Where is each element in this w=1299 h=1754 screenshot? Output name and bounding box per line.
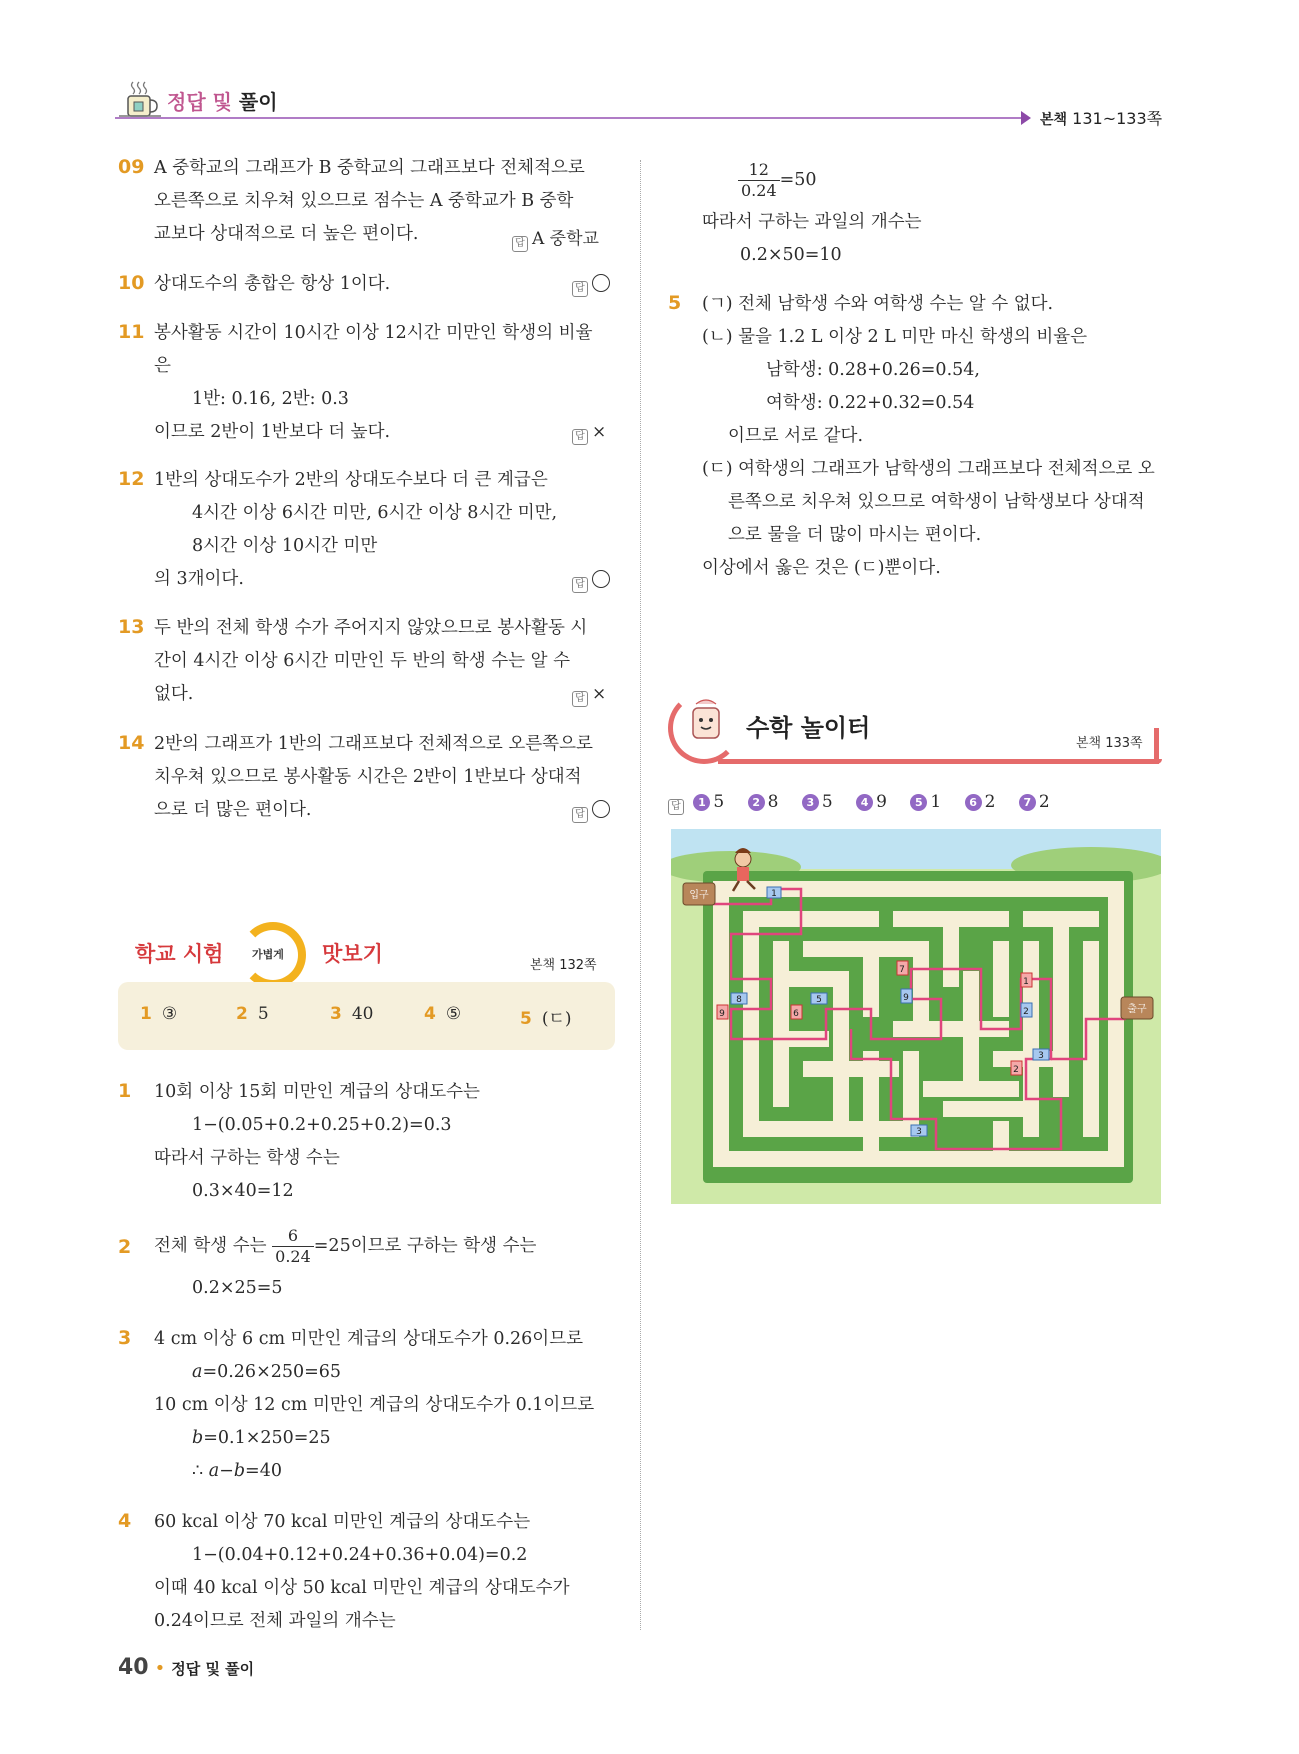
text-line: 1−(0.04+0.12+0.24+0.36+0.04)=0.2 <box>192 1545 528 1565</box>
page-header <box>115 78 1165 128</box>
svg-text:2: 2 <box>1023 1007 1029 1017</box>
text-line: 른쪽으로 치우쳐 있으므로 여학생이 남학생보다 상대적 <box>728 492 1145 512</box>
answer-value <box>592 570 610 590</box>
answer <box>512 224 599 252</box>
variable: b <box>192 1428 204 1448</box>
maze-answer-val: 1 <box>930 792 942 812</box>
text-line: 이상에서 옳은 것은 (ㄷ)뿐이다. <box>702 558 941 578</box>
text-line: 의 3개이다. <box>154 569 244 589</box>
maze-answer-val: 8 <box>767 792 779 812</box>
text-line: 1−(0.05+0.2+0.25+0.2)=0.3 <box>192 1115 452 1135</box>
cup-icon <box>119 78 161 120</box>
maze-answer-val: 5 <box>713 792 725 812</box>
text-line <box>154 1222 536 1270</box>
solution-number: 2 <box>118 1236 132 1258</box>
page-title <box>167 86 278 115</box>
answer-icon: 답 <box>572 281 588 297</box>
maze-answer <box>748 792 779 812</box>
maze-answer-key: 3 <box>802 794 819 811</box>
exam-answer-val: (ㄷ) <box>541 1009 572 1029</box>
text-line: 교보다 상대적으로 더 높은 편이다. <box>154 224 419 244</box>
text-line: A 중학교의 그래프가 B 중학교의 그래프보다 전체적으로 <box>154 158 585 178</box>
page-reference <box>1040 106 1162 129</box>
footer-bullet: • <box>154 1658 166 1679</box>
exam-answer-num: 2 <box>236 1004 248 1024</box>
maze-answer <box>693 792 724 812</box>
exam-subtitle: 맛보기 <box>322 942 383 966</box>
text-line: 0.3×40=12 <box>192 1181 294 1201</box>
maze-answer-key: 6 <box>965 794 982 811</box>
text-line: 봉사활동 시간이 10시간 이상 12시간 미만인 학생의 비율 <box>154 323 593 343</box>
answer-value: × <box>592 684 607 704</box>
text-line: 오른쪽으로 치우쳐 있으므로 점수는 A 중학교가 B 중학 <box>154 191 574 211</box>
maze-answer-val: 2 <box>984 792 996 812</box>
fraction <box>738 160 780 201</box>
text-fragment: 전체 학생 수는 <box>154 1236 267 1256</box>
svg-text:3: 3 <box>1038 1051 1044 1061</box>
text-line: 10회 이상 15회 미만인 계급의 상대도수는 <box>154 1082 480 1102</box>
circle-mark-icon <box>592 274 610 292</box>
exam-answer-num: 4 <box>424 1004 436 1024</box>
answer <box>572 570 610 593</box>
text-line <box>738 156 817 204</box>
playground-page-ref: 본책 133쪽 <box>1076 736 1143 751</box>
text-line: 상대도수의 총합은 항상 1이다. <box>154 274 391 294</box>
problem-number: 12 <box>118 468 145 490</box>
text-fragment: =50 <box>779 170 817 190</box>
maze-answer <box>802 792 833 812</box>
exam-answer-val: 5 <box>257 1004 269 1024</box>
maze-answer <box>856 792 887 812</box>
page-number: 40 <box>118 1655 149 1680</box>
text-line: 따라서 구하는 학생 수는 <box>154 1148 340 1168</box>
circle-mark-icon <box>592 800 610 818</box>
answer-value <box>592 274 610 294</box>
exit-sign-label: 출구 <box>1127 1004 1147 1015</box>
exam-answer-val: ③ <box>161 1004 178 1024</box>
text-line: 10 cm 이상 12 cm 미만인 계급의 상대도수가 0.1이므로 <box>154 1395 595 1415</box>
text-line <box>192 1455 282 1488</box>
text-line: 2반의 그래프가 1반의 그래프보다 전체적으로 오른쪽으로 <box>154 734 593 754</box>
maze-illustration <box>671 829 1161 1204</box>
answer-icon: 답 <box>572 429 588 445</box>
maze-answer <box>965 792 996 812</box>
banner-underline <box>718 759 1162 764</box>
answer-icon: 답 <box>512 236 528 252</box>
exam-answer-val: ⑤ <box>445 1004 462 1024</box>
maze-answer-key: 4 <box>856 794 873 811</box>
maze-answer-val: 2 <box>1038 792 1050 812</box>
fraction-numerator: 12 <box>738 160 780 181</box>
exam-answer-num: 5 <box>520 1009 532 1029</box>
problem-number: 10 <box>118 272 145 294</box>
solution-number: 5 <box>668 292 682 314</box>
answer-icon: 답 <box>572 691 588 707</box>
text-line: 0.2×25=5 <box>192 1278 283 1298</box>
text-fragment: =0.26×250=65 <box>202 1362 342 1382</box>
maze-answer-key: 1 <box>693 794 710 811</box>
title-word-solution: 풀이 <box>238 90 278 114</box>
exam-page-ref: 본책 132쪽 <box>530 958 597 973</box>
text-fragment: − <box>219 1461 234 1481</box>
svg-text:5: 5 <box>816 995 822 1005</box>
answer-value: × <box>592 422 607 442</box>
svg-text:9: 9 <box>719 1009 725 1019</box>
title-word-answer: 정답 <box>167 90 206 114</box>
problem-number: 14 <box>118 732 145 754</box>
answer-icon: 답 <box>572 807 588 823</box>
svg-text:7: 7 <box>899 965 905 975</box>
problem-number: 09 <box>118 156 145 178</box>
text-fragment: =0.1×250=25 <box>203 1428 331 1448</box>
maze-answer-row <box>668 792 1068 815</box>
exam-answer-num: 3 <box>330 1004 342 1024</box>
maze-answer-key: 5 <box>910 794 927 811</box>
fraction <box>272 1226 314 1267</box>
variable: a <box>192 1362 203 1382</box>
exam-answer-2 <box>236 1004 269 1024</box>
text-line: 은 <box>154 356 171 376</box>
circle-mark-icon <box>592 570 610 588</box>
fraction-numerator: 6 <box>272 1226 314 1247</box>
exam-answer-4 <box>424 1004 461 1024</box>
answer <box>572 800 610 823</box>
text-line: 남학생: 0.28+0.26=0.54, <box>766 360 980 380</box>
text-line: 4시간 이상 6시간 미만, 6시간 이상 8시간 미만, <box>192 503 558 523</box>
entrance-sign-label: 입구 <box>689 890 709 901</box>
text-line: (ㄷ) 여학생의 그래프가 남학생의 그래프보다 전체적으로 오 <box>702 459 1155 479</box>
text-line: 치우쳐 있으므로 봉사활동 시간은 2반이 1반보다 상대적 <box>154 767 582 787</box>
answer-icon: 답 <box>572 577 588 593</box>
playground-title: 수학 놀이터 <box>746 714 871 742</box>
text-fragment: =40 <box>245 1461 282 1481</box>
exam-easy-label: 가볍게 <box>252 948 284 961</box>
svg-text:6: 6 <box>793 1009 799 1019</box>
solution-number: 4 <box>118 1510 132 1532</box>
exam-answer-5 <box>520 1004 572 1029</box>
ref-label: 본책 <box>1040 112 1068 128</box>
maze-answer-key: 7 <box>1019 794 1036 811</box>
text-line: 8시간 이상 10시간 미만 <box>192 536 378 556</box>
exam-answer-1 <box>140 1004 177 1024</box>
text-line: 이므로 2반이 1반보다 더 높다. <box>154 422 391 442</box>
exam-answer-val: 40 <box>351 1004 374 1024</box>
ref-pages: 131~133쪽 <box>1072 109 1163 128</box>
math-playground-banner <box>668 692 1162 764</box>
text-line: 으로 더 많은 편이다. <box>154 800 312 820</box>
maze-answer-key: 2 <box>748 794 765 811</box>
exam-answer-3 <box>330 1004 373 1024</box>
cup-mascot-icon <box>686 698 726 746</box>
header-arrow-icon <box>1021 111 1031 125</box>
banner-right-edge <box>1154 728 1159 764</box>
text-line: 0.24이므로 전체 과일의 개수는 <box>154 1611 396 1631</box>
variable: a <box>208 1461 220 1481</box>
answer-value <box>592 800 610 820</box>
answer <box>572 422 606 445</box>
text-line: 60 kcal 이상 70 kcal 미만인 계급의 상대도수는 <box>154 1512 531 1532</box>
svg-text:1: 1 <box>1023 977 1029 987</box>
text-line: 없다. <box>154 684 194 704</box>
text-line: 이므로 서로 같다. <box>728 426 864 446</box>
solution-number: 1 <box>118 1080 132 1102</box>
header-rule <box>115 117 1025 119</box>
text-line <box>192 1356 341 1389</box>
svg-text:3: 3 <box>916 1127 922 1137</box>
svg-text:8: 8 <box>736 995 742 1005</box>
text-line: 여학생: 0.22+0.32=0.54 <box>766 393 975 413</box>
text-line: (ㄴ) 물을 1.2 L 이상 2 L 미만 마신 학생의 비율은 <box>702 327 1088 347</box>
variable: b <box>233 1461 246 1481</box>
solution-number: 3 <box>118 1327 132 1349</box>
answer <box>572 274 610 297</box>
text-line: 1반: 0.16, 2반: 0.3 <box>192 389 349 409</box>
exam-answer-num: 1 <box>140 1004 152 1024</box>
maze-answer-val: 5 <box>821 792 833 812</box>
text-line: 1반의 상대도수가 2반의 상대도수보다 더 큰 계급은 <box>154 470 548 490</box>
text-line: 두 반의 전체 학생 수가 주어지지 않았으므로 봉사활동 시 <box>154 618 588 638</box>
svg-text:9: 9 <box>903 993 909 1003</box>
svg-text:2: 2 <box>1013 1065 1019 1075</box>
fraction-denominator: 0.24 <box>275 1247 311 1266</box>
answer-value: A 중학교 <box>532 229 599 249</box>
answer-icon: 답 <box>668 799 684 815</box>
text-line: 간이 4시간 이상 6시간 미만인 두 반의 학생 수는 알 수 <box>154 651 570 671</box>
maze-answer <box>910 792 941 812</box>
text-line: 따라서 구하는 과일의 개수는 <box>702 212 922 232</box>
text-line <box>192 1422 331 1455</box>
answer <box>572 684 606 707</box>
text-line: 이때 40 kcal 이상 50 kcal 미만인 계급의 상대도수가 <box>154 1578 570 1598</box>
text-line: (ㄱ) 전체 남학생 수와 여학생 수는 알 수 없다. <box>702 294 1054 314</box>
exam-title: 학교 시험 <box>135 942 224 966</box>
svg-text:1: 1 <box>771 889 777 899</box>
therefore-symbol: ∴ <box>192 1461 204 1481</box>
problem-number: 11 <box>118 321 145 343</box>
column-divider <box>640 160 641 1630</box>
footer-title: 정답 및 풀이 <box>171 1660 255 1678</box>
page-footer <box>118 1655 254 1680</box>
problem-number: 13 <box>118 616 145 638</box>
fraction-denominator: 0.24 <box>741 181 777 200</box>
title-word-and: 및 <box>212 90 232 114</box>
text-line: 0.2×50=10 <box>740 245 842 265</box>
text-fragment: =25이므로 구하는 학생 수는 <box>313 1236 537 1256</box>
maze-answer-val: 9 <box>876 792 887 812</box>
text-line: 4 cm 이상 6 cm 미만인 계급의 상대도수가 0.26이므로 <box>154 1329 584 1349</box>
text-line: 으로 물을 더 많이 마시는 편이다. <box>728 525 982 545</box>
maze-answer <box>1019 792 1050 812</box>
